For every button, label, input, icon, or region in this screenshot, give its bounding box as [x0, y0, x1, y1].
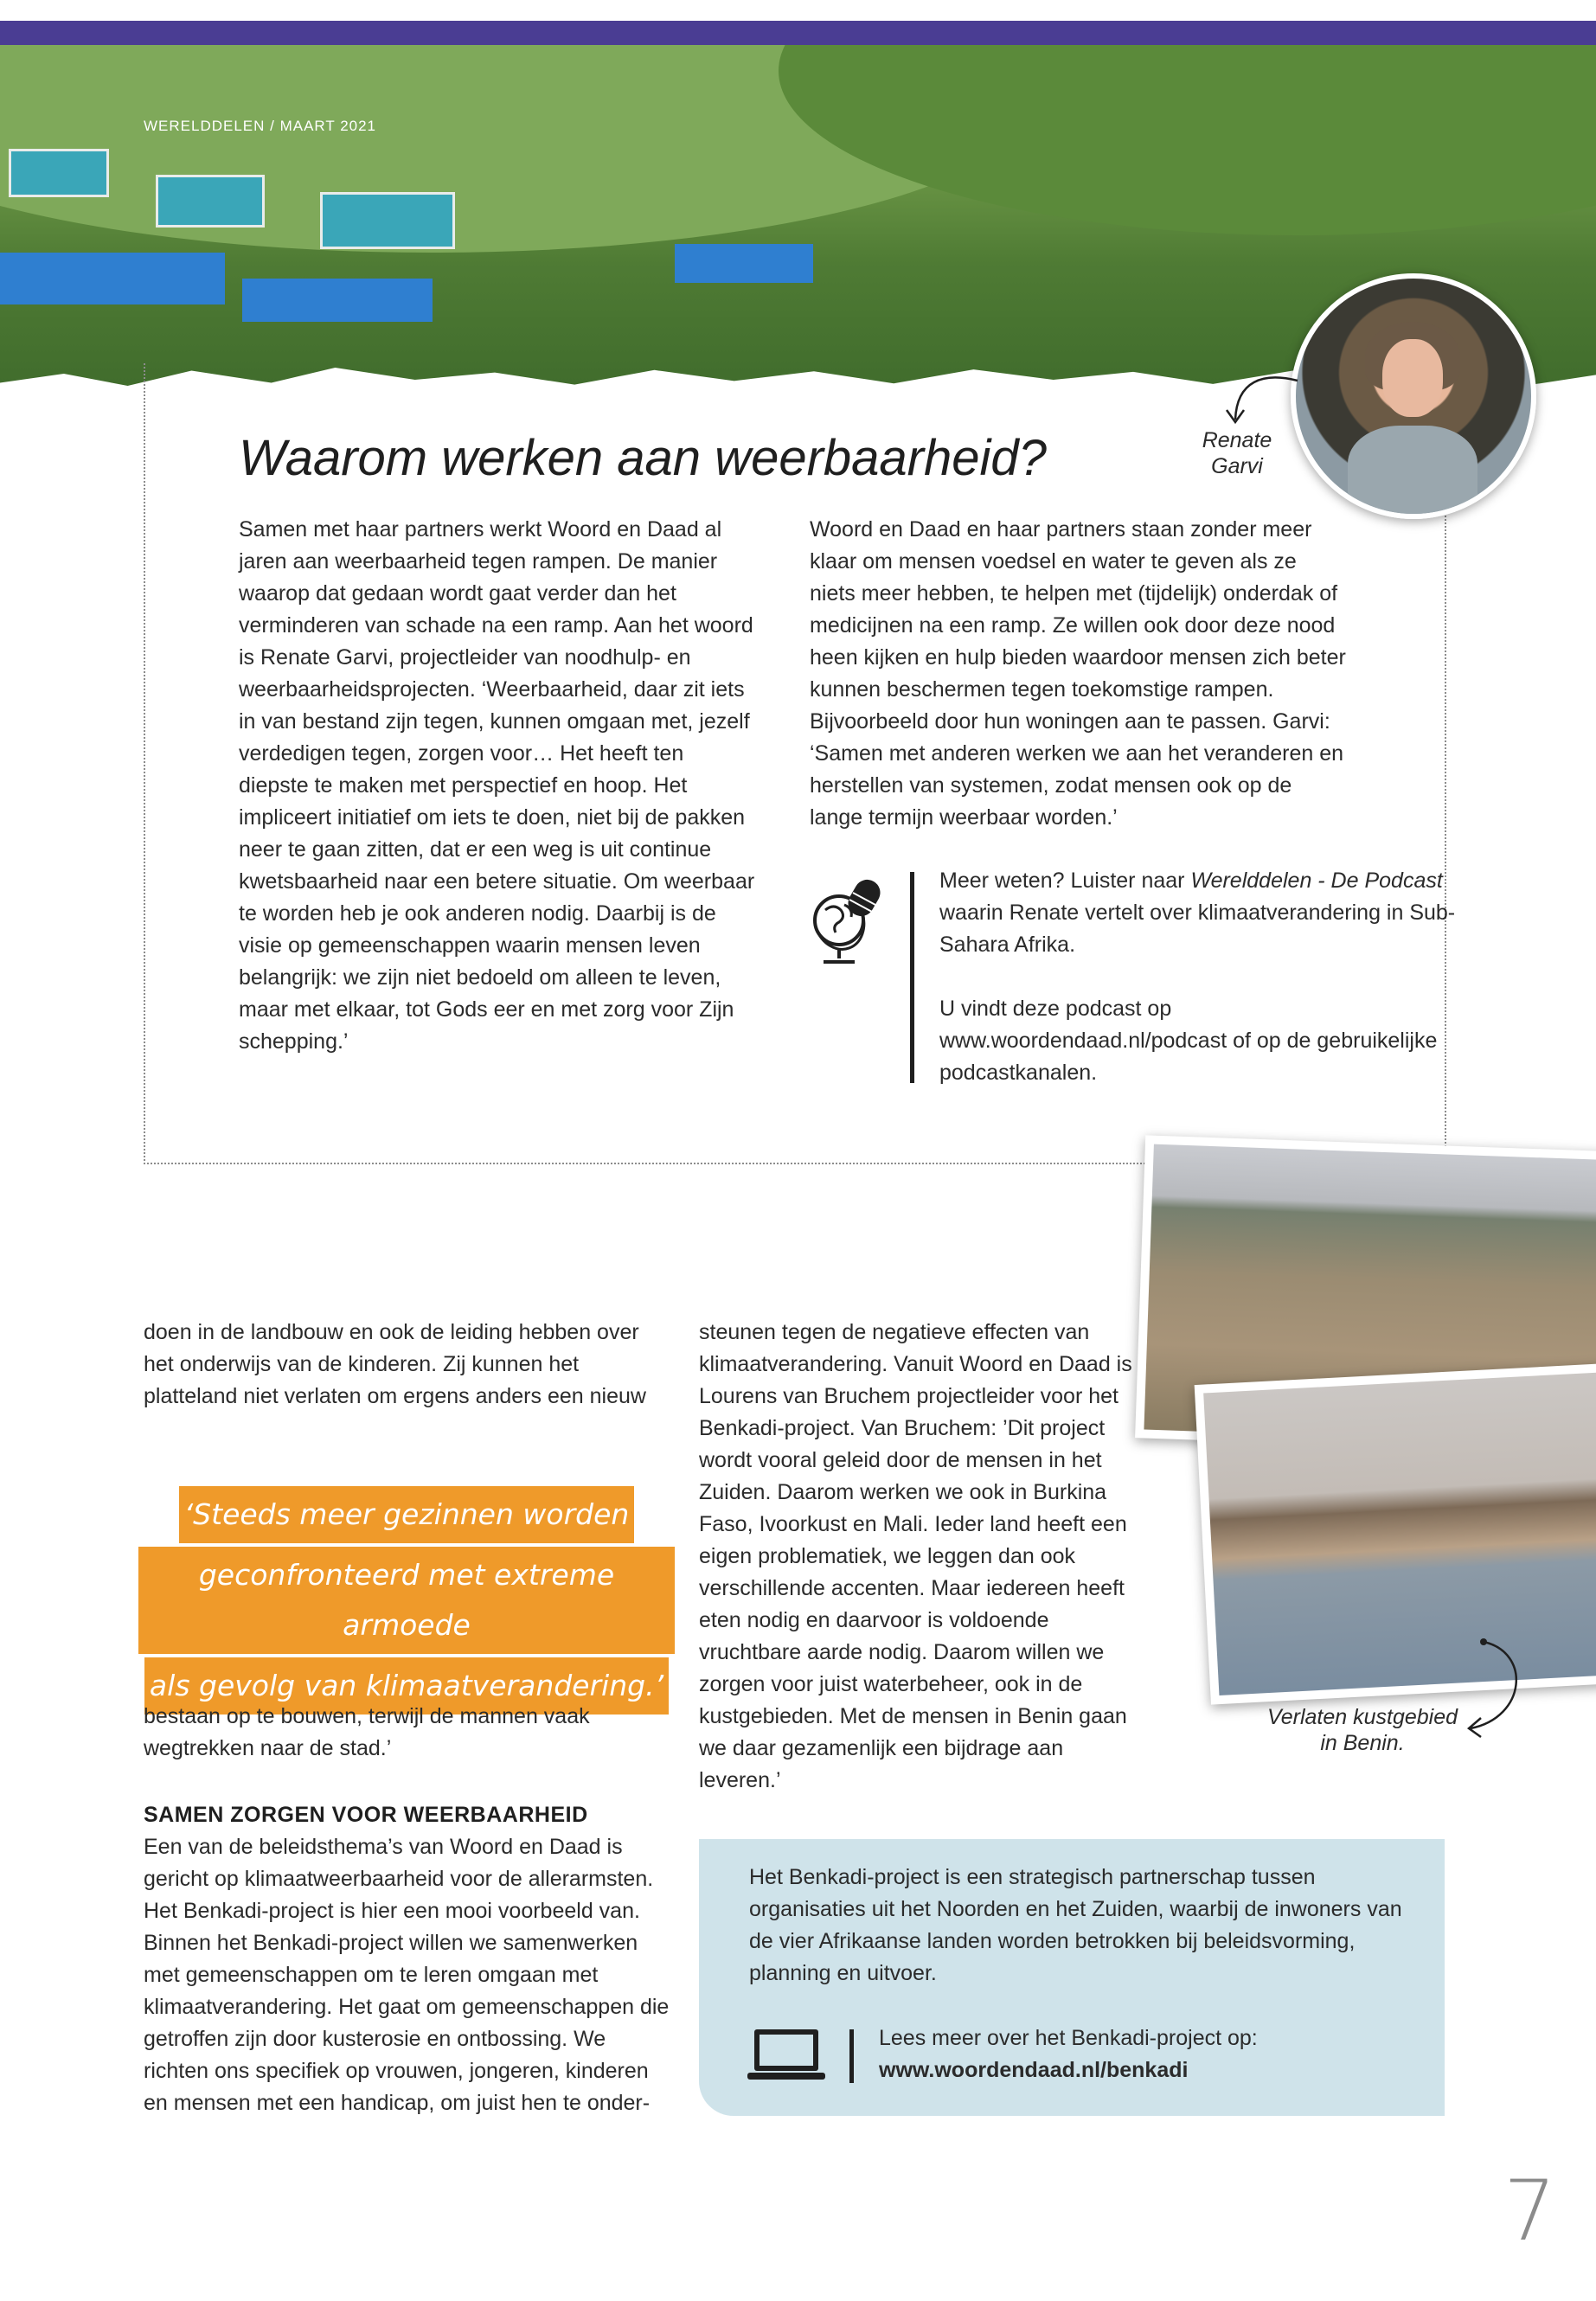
pull-quote [138, 1484, 675, 1716]
top-color-bar [0, 21, 1596, 45]
photo-caption-line2: in Benin. [1320, 1731, 1405, 1755]
pull-quote-line2: geconfronteerd met extreme armoede [138, 1547, 675, 1654]
portrait-caption-line1: Renate [1202, 428, 1272, 452]
hero-roof [320, 192, 455, 249]
pull-quote-line3: als gevolg van klimaatverandering.’ [144, 1657, 669, 1715]
photo-caption-line1: Verlaten kustgebied [1266, 1705, 1458, 1729]
hero-blue-roofs [675, 244, 813, 283]
coast-photo-image [1203, 1372, 1596, 1695]
article-bottom-column-2: steunen tegen de negatieve effecten van klimaatverandering. Vanuit Woord en Daad is Lourens van Bruchem projectleider voor het Benkadi-project. Van Bruchem: ’Dit project wordt vooral geleid door de mensen in het Zuiden. Daarom werken we ook in Burkina Faso, Ivoorkust en Mali. Ieder land heeft een eigen problematiek, we leggen dan ook verschillende accenten. Maar iedereen heeft eten nodig en daarvoor is voldoende vruchtbare aarde nodig. Daarom willen we zorgen voor juist waterbeheer, ook in de kustgebieden. Met de mensen in Benin gaan we daar gezamenlijk een bijdrage aan leveren.’ [699, 1320, 1132, 1792]
article-bottom-column-1-top: doen in de landbouw en ook de leiding hebben over het onderwijs van de kinderen. Zij kunnen het platteland niet verlaten om ergens anders een nieuw [144, 1320, 646, 1408]
pull-quote-line1: ‘Steeds meer gezinnen worden [179, 1486, 635, 1543]
curved-arrow-icon [1453, 1635, 1531, 1739]
portrait-sweater [1348, 426, 1477, 519]
page-number: 7 [1503, 2163, 1557, 2259]
hero-roof [156, 175, 265, 228]
podcast-name: Werelddelen - De Podcast [1190, 868, 1443, 893]
article-top-column-1: Samen met haar partners werkt Woord en Daad al jaren aan weerbaarheid tegen rampen. De manier waarop dat gedaan wordt gaat verder dan het verminderen van schade na een ramp. Aan het woord is Renate Garvi, projectleider van noodhulp- en weerbaarheidsprojecten. ‘Weerbaarheid, daar zit iets in van bestand zijn tegen, kunnen omgaan met, jezelf verdedigen tegen, zorgen voor… Het heeft ten diepste te maken met perspectief en hoop. Het impliceert initiatief om iets te doen, niet bij de pakken neer te gaan zitten, dat er een weg is uit continue kwetsbaarheid naar een betere situatie. Om weerbaar te worden heb je ook anderen nodig. Daarbij is de visie op gemeenschappen waarin mensen leven belangrijk: we zijn niet bedoeld om alleen te leven, maar met elkaar, tot Gods eer en met zorg voor Zijn schepping.’ [239, 517, 755, 1054]
podcast-line-2: U vindt deze podcast op www.woordendaad.nl/podcast of op de gebruikelijke podcastkanalen. [939, 997, 1438, 1085]
info-box-text: Het Benkadi-project is een strategisch partnerschap tussen organisaties uit het Noorden en het Zuiden, waarbij de inwoners van de vier Afrikaanse landen worden betrokken bij beleidsvorming, planning en uitvoer. [749, 1865, 1402, 1985]
benkadi-link-label: Lees meer over het Benkadi-project op: [879, 2026, 1258, 2050]
issue-kicker: WERELDDELEN / MAART 2021 [144, 118, 377, 134]
hero-blue-roofs [242, 279, 433, 322]
info-divider [849, 2029, 854, 2083]
hero-blue-roofs [0, 253, 225, 304]
curved-arrow-icon [1211, 372, 1306, 433]
laptop-icon [747, 2028, 825, 2081]
portrait-face [1382, 339, 1443, 417]
coast-photo [1195, 1362, 1596, 1704]
podcast-divider [910, 872, 914, 1083]
hero-roof [9, 149, 109, 197]
podcast-note [939, 865, 1458, 1121]
photo-caption [1263, 1704, 1462, 1756]
section-heading: SAMEN ZORGEN VOOR WEERBAARHEID [144, 1803, 588, 1827]
podcast-microphone-globe-icon [806, 875, 888, 969]
hero-hill-right [779, 45, 1596, 235]
portrait-caption [1194, 427, 1280, 479]
article-bottom-column-1-after-quote: bestaan op te bouwen, terwijl de mannen vaak wegtrekken naar de stad.’ [144, 1704, 590, 1760]
article-title: Waarom werken aan weerbaarheid? [239, 430, 1047, 486]
article-bottom-column-1-section: Een van de beleidsthema’s van Woord en Daad is gericht op klimaatweerbaarheid voor de allerarmsten. Het Benkadi-project is hier een mooi voorbeeld van. Binnen het Benkadi-project willen we samenwerken met gemeenschappen om te leren omgaan met klimaatverandering. Het gaat om gemeenschappen die getroffen zijn door kusterosie en ontbossing. We richten ons specifiek op vrouwen, jongeren, kinderen en mensen met een handicap, om juist hen te onder- [144, 1835, 670, 2115]
podcast-line-suffix: waarin Renate vertelt over klimaatverandering in Sub-Sahara Afrika. [939, 901, 1456, 957]
portrait-caption-line2: Garvi [1211, 454, 1263, 478]
podcast-line-1 [939, 865, 1458, 961]
article-top-column-2: Woord en Daad en haar partners staan zonder meer klaar om mensen voedsel en water te geven als ze niets meer hebben, te helpen met (tijdelijk) onderdak of medicijnen na een ramp. Ze willen ook door deze nood heen kijken en hulp bieden waardoor mensen zich beter kunnen beschermen tegen toekomstige rampen. Bijvoorbeeld door hun woningen aan te passen. Garvi: ‘Samen met anderen werken we aan het veranderen en herstellen van systemen, zodat mensen ook op de lange termijn weerbaar worden.’ [810, 517, 1346, 830]
podcast-line-prefix: Meer weten? Luister naar [939, 868, 1191, 893]
benkadi-link[interactable]: www.woordendaad.nl/benkadi [879, 2058, 1189, 2082]
portrait-photo [1291, 273, 1536, 519]
